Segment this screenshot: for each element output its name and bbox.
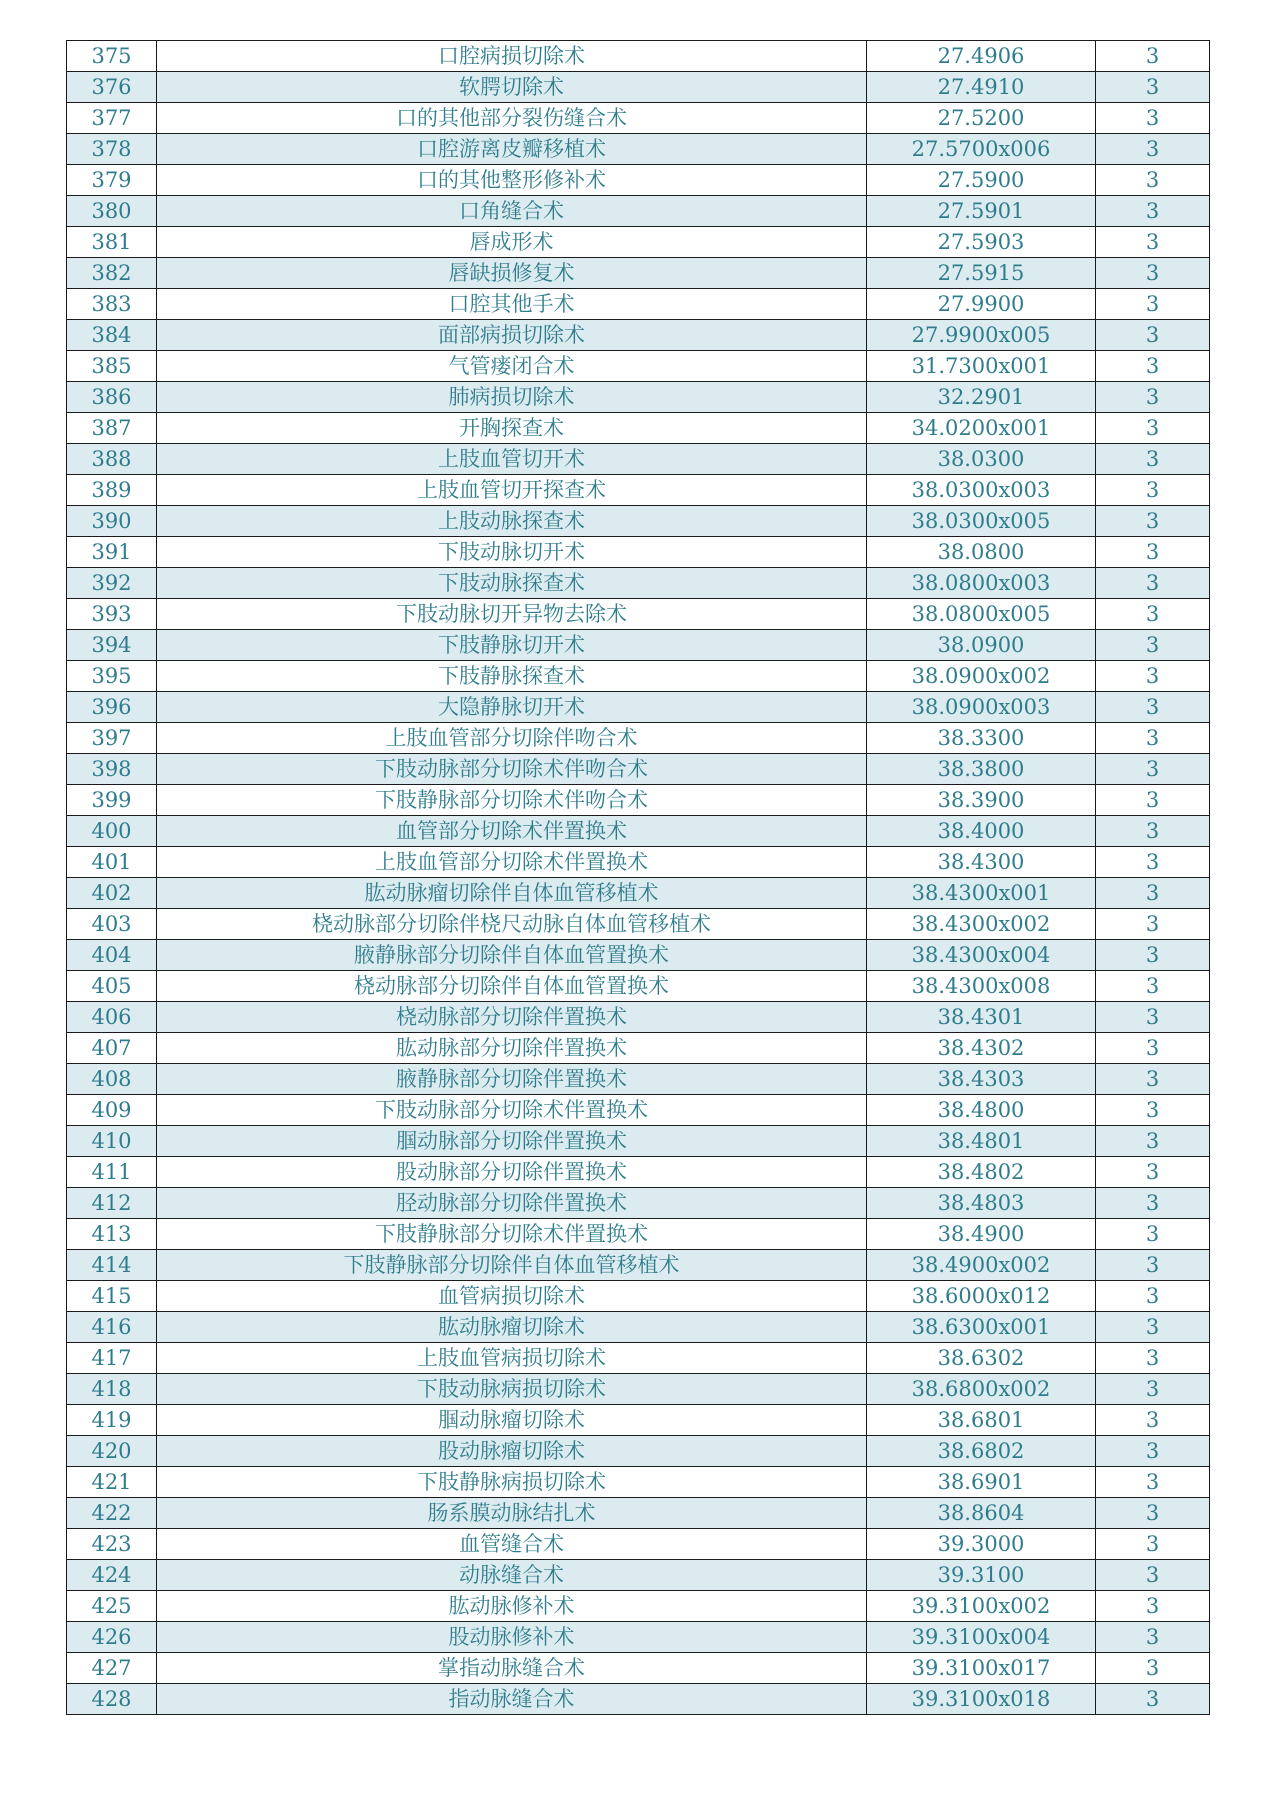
- row-number-cell: 376: [67, 72, 157, 103]
- table-row: [67, 506, 1210, 537]
- surgery-level-cell: 3: [1096, 1250, 1210, 1281]
- procedure-name-cell: 气管瘘闭合术: [157, 351, 867, 382]
- procedure-name-cell: 桡动脉部分切除伴自体血管置换术: [157, 971, 867, 1002]
- surgery-level-cell: 3: [1096, 1312, 1210, 1343]
- surgery-level-cell: 3: [1096, 1591, 1210, 1622]
- table-row: [67, 413, 1210, 444]
- surgery-level-cell: 3: [1096, 1622, 1210, 1653]
- surgery-level-cell: 3: [1096, 754, 1210, 785]
- procedure-code-cell: 38.4300: [867, 847, 1096, 878]
- table-row: [67, 661, 1210, 692]
- procedure-name-cell: 肱动脉瘤切除伴自体血管移植术: [157, 878, 867, 909]
- procedure-code-cell: 38.4301: [867, 1002, 1096, 1033]
- procedure-name-cell: 股动脉修补术: [157, 1622, 867, 1653]
- surgery-level-cell: 3: [1096, 41, 1210, 72]
- procedure-name-cell: 肱动脉修补术: [157, 1591, 867, 1622]
- surgery-level-cell: 3: [1096, 134, 1210, 165]
- surgery-level-cell: 3: [1096, 1343, 1210, 1374]
- procedure-code-cell: 38.6800x002: [867, 1374, 1096, 1405]
- table-row: [67, 289, 1210, 320]
- procedure-code-cell: 39.3100x018: [867, 1684, 1096, 1715]
- procedure-name-cell: 唇成形术: [157, 227, 867, 258]
- procedure-name-cell: 大隐静脉切开术: [157, 692, 867, 723]
- row-number-cell: 421: [67, 1467, 157, 1498]
- table-row: [67, 1002, 1210, 1033]
- table-row: [67, 1467, 1210, 1498]
- surgery-level-cell: 3: [1096, 1498, 1210, 1529]
- table-row: [67, 1622, 1210, 1653]
- procedure-name-cell: 股动脉部分切除伴置换术: [157, 1157, 867, 1188]
- procedure-name-cell: 掌指动脉缝合术: [157, 1653, 867, 1684]
- surgery-level-cell: 3: [1096, 878, 1210, 909]
- procedure-code-cell: 38.4300x004: [867, 940, 1096, 971]
- surgery-level-cell: 3: [1096, 165, 1210, 196]
- row-number-cell: 424: [67, 1560, 157, 1591]
- table-row: [67, 847, 1210, 878]
- procedure-name-cell: 指动脉缝合术: [157, 1684, 867, 1715]
- surgery-level-cell: 3: [1096, 72, 1210, 103]
- row-number-cell: 417: [67, 1343, 157, 1374]
- table-row: [67, 351, 1210, 382]
- table-body: [67, 41, 1210, 1715]
- surgery-level-cell: 3: [1096, 1653, 1210, 1684]
- table-row: [67, 599, 1210, 630]
- procedure-code-cell: 27.4906: [867, 41, 1096, 72]
- surgery-level-cell: 3: [1096, 1095, 1210, 1126]
- table-row: [67, 196, 1210, 227]
- row-number-cell: 393: [67, 599, 157, 630]
- procedure-name-cell: 口的其他整形修补术: [157, 165, 867, 196]
- procedure-code-cell: 27.4910: [867, 72, 1096, 103]
- procedure-code-cell: 34.0200x001: [867, 413, 1096, 444]
- surgery-level-cell: 3: [1096, 103, 1210, 134]
- procedure-code-cell: 38.6300x001: [867, 1312, 1096, 1343]
- procedure-name-cell: 下肢动脉探查术: [157, 568, 867, 599]
- procedure-name-cell: 股动脉瘤切除术: [157, 1436, 867, 1467]
- procedure-code-cell: 38.0300: [867, 444, 1096, 475]
- procedure-code-cell: 38.6901: [867, 1467, 1096, 1498]
- procedure-code-cell: 27.5915: [867, 258, 1096, 289]
- procedure-name-cell: 下肢动脉切开术: [157, 537, 867, 568]
- table-row: [67, 1343, 1210, 1374]
- row-number-cell: 397: [67, 723, 157, 754]
- table-row: [67, 630, 1210, 661]
- procedure-name-cell: 下肢静脉部分切除术伴置换术: [157, 1219, 867, 1250]
- procedure-code-cell: 38.4800: [867, 1095, 1096, 1126]
- row-number-cell: 396: [67, 692, 157, 723]
- surgery-level-cell: 3: [1096, 1467, 1210, 1498]
- row-number-cell: 375: [67, 41, 157, 72]
- procedure-name-cell: 血管缝合术: [157, 1529, 867, 1560]
- surgery-level-cell: 3: [1096, 196, 1210, 227]
- procedure-code-cell: 38.3800: [867, 754, 1096, 785]
- procedure-code-cell: 38.0800: [867, 537, 1096, 568]
- table-row: [67, 382, 1210, 413]
- procedure-name-cell: 上肢血管病损切除术: [157, 1343, 867, 1374]
- surgery-level-cell: 3: [1096, 227, 1210, 258]
- row-number-cell: 380: [67, 196, 157, 227]
- table-row: [67, 1219, 1210, 1250]
- surgery-level-cell: 3: [1096, 382, 1210, 413]
- table-row: [67, 72, 1210, 103]
- surgery-level-cell: 3: [1096, 971, 1210, 1002]
- table-row: [67, 1157, 1210, 1188]
- procedure-name-cell: 开胸探查术: [157, 413, 867, 444]
- row-number-cell: 410: [67, 1126, 157, 1157]
- row-number-cell: 389: [67, 475, 157, 506]
- procedure-code-cell: 38.4300x008: [867, 971, 1096, 1002]
- table-row: [67, 444, 1210, 475]
- table-row: [67, 816, 1210, 847]
- row-number-cell: 423: [67, 1529, 157, 1560]
- surgery-level-cell: 3: [1096, 847, 1210, 878]
- procedure-code-cell: 27.5200: [867, 103, 1096, 134]
- surgery-level-cell: 3: [1096, 661, 1210, 692]
- procedure-name-cell: 腘动脉瘤切除术: [157, 1405, 867, 1436]
- table-row: [67, 165, 1210, 196]
- row-number-cell: 395: [67, 661, 157, 692]
- row-number-cell: 402: [67, 878, 157, 909]
- table-row: [67, 909, 1210, 940]
- procedure-name-cell: 上肢血管切开探查术: [157, 475, 867, 506]
- procedure-name-cell: 面部病损切除术: [157, 320, 867, 351]
- table-row: [67, 785, 1210, 816]
- table-row: [67, 1591, 1210, 1622]
- procedure-code-cell: 38.4000: [867, 816, 1096, 847]
- procedure-code-cell: 38.3300: [867, 723, 1096, 754]
- procedure-name-cell: 下肢动脉切开异物去除术: [157, 599, 867, 630]
- procedure-name-cell: 肱动脉瘤切除术: [157, 1312, 867, 1343]
- row-number-cell: 388: [67, 444, 157, 475]
- row-number-cell: 413: [67, 1219, 157, 1250]
- surgery-level-cell: 3: [1096, 599, 1210, 630]
- surgery-level-cell: 3: [1096, 506, 1210, 537]
- procedure-code-cell: 27.5903: [867, 227, 1096, 258]
- procedure-code-cell: 38.0300x005: [867, 506, 1096, 537]
- procedure-name-cell: 口腔游离皮瓣移植术: [157, 134, 867, 165]
- procedure-code-cell: 38.0300x003: [867, 475, 1096, 506]
- row-number-cell: 403: [67, 909, 157, 940]
- surgery-level-cell: 3: [1096, 1219, 1210, 1250]
- surgery-level-cell: 3: [1096, 1064, 1210, 1095]
- row-number-cell: 406: [67, 1002, 157, 1033]
- table-row: [67, 1312, 1210, 1343]
- row-number-cell: 414: [67, 1250, 157, 1281]
- table-row: [67, 1095, 1210, 1126]
- row-number-cell: 422: [67, 1498, 157, 1529]
- row-number-cell: 394: [67, 630, 157, 661]
- procedure-name-cell: 肱动脉部分切除伴置换术: [157, 1033, 867, 1064]
- row-number-cell: 386: [67, 382, 157, 413]
- table-row: [67, 1188, 1210, 1219]
- procedure-name-cell: 腋静脉部分切除伴置换术: [157, 1064, 867, 1095]
- row-number-cell: 420: [67, 1436, 157, 1467]
- table-row: [67, 1436, 1210, 1467]
- table-row: [67, 940, 1210, 971]
- surgery-level-cell: 3: [1096, 568, 1210, 599]
- table-row: [67, 1064, 1210, 1095]
- procedure-code-cell: 39.3000: [867, 1529, 1096, 1560]
- row-number-cell: 416: [67, 1312, 157, 1343]
- table-row: [67, 258, 1210, 289]
- procedure-name-cell: 下肢静脉部分切除术伴吻合术: [157, 785, 867, 816]
- procedure-code-cell: 38.4300x002: [867, 909, 1096, 940]
- procedure-name-cell: 上肢血管部分切除伴吻合术: [157, 723, 867, 754]
- table-row: [67, 475, 1210, 506]
- procedure-code-cell: 27.5901: [867, 196, 1096, 227]
- procedure-name-cell: 上肢动脉探查术: [157, 506, 867, 537]
- procedure-code-cell: 38.6000x012: [867, 1281, 1096, 1312]
- procedure-name-cell: 下肢动脉部分切除术伴置换术: [157, 1095, 867, 1126]
- procedure-name-cell: 血管病损切除术: [157, 1281, 867, 1312]
- procedure-code-cell: 39.3100x002: [867, 1591, 1096, 1622]
- procedure-name-cell: 下肢静脉部分切除伴自体血管移植术: [157, 1250, 867, 1281]
- row-number-cell: 426: [67, 1622, 157, 1653]
- table-row: [67, 1250, 1210, 1281]
- surgery-level-cell: 3: [1096, 1374, 1210, 1405]
- row-number-cell: 415: [67, 1281, 157, 1312]
- procedure-code-cell: 39.3100x004: [867, 1622, 1096, 1653]
- table-row: [67, 1498, 1210, 1529]
- row-number-cell: 427: [67, 1653, 157, 1684]
- row-number-cell: 383: [67, 289, 157, 320]
- procedure-name-cell: 下肢动脉部分切除术伴吻合术: [157, 754, 867, 785]
- row-number-cell: 404: [67, 940, 157, 971]
- table-row: [67, 754, 1210, 785]
- procedure-code-cell: 38.6801: [867, 1405, 1096, 1436]
- row-number-cell: 425: [67, 1591, 157, 1622]
- table-row: [67, 103, 1210, 134]
- row-number-cell: 401: [67, 847, 157, 878]
- row-number-cell: 378: [67, 134, 157, 165]
- procedure-code-cell: 38.4303: [867, 1064, 1096, 1095]
- procedure-code-cell: 38.4900x002: [867, 1250, 1096, 1281]
- table-row: [67, 1374, 1210, 1405]
- table-row: [67, 1281, 1210, 1312]
- procedure-name-cell: 下肢静脉切开术: [157, 630, 867, 661]
- procedure-code-cell: 38.4802: [867, 1157, 1096, 1188]
- procedure-name-cell: 上肢血管部分切除术伴置换术: [157, 847, 867, 878]
- surgery-level-cell: 3: [1096, 444, 1210, 475]
- procedure-code-cell: 38.6302: [867, 1343, 1096, 1374]
- procedure-code-cell: 38.0900x003: [867, 692, 1096, 723]
- procedure-name-cell: 肺病损切除术: [157, 382, 867, 413]
- procedure-code-cell: 38.0900x002: [867, 661, 1096, 692]
- procedure-code-cell: 38.4801: [867, 1126, 1096, 1157]
- procedure-code-cell: 27.5900: [867, 165, 1096, 196]
- row-number-cell: 419: [67, 1405, 157, 1436]
- surgery-level-cell: 3: [1096, 1405, 1210, 1436]
- procedure-code-cell: 38.4302: [867, 1033, 1096, 1064]
- procedure-name-cell: 口角缝合术: [157, 196, 867, 227]
- procedure-name-cell: 肠系膜动脉结扎术: [157, 1498, 867, 1529]
- row-number-cell: 379: [67, 165, 157, 196]
- procedure-name-cell: 下肢静脉探查术: [157, 661, 867, 692]
- procedure-name-cell: 血管部分切除术伴置换术: [157, 816, 867, 847]
- procedure-name-cell: 上肢血管切开术: [157, 444, 867, 475]
- surgery-level-cell: 3: [1096, 692, 1210, 723]
- procedure-code-cell: 27.9900: [867, 289, 1096, 320]
- row-number-cell: 377: [67, 103, 157, 134]
- table-row: [67, 227, 1210, 258]
- row-number-cell: 398: [67, 754, 157, 785]
- table-row: [67, 320, 1210, 351]
- table-row: [67, 1405, 1210, 1436]
- procedure-code-cell: 38.6802: [867, 1436, 1096, 1467]
- row-number-cell: 392: [67, 568, 157, 599]
- table-row: [67, 1529, 1210, 1560]
- surgery-level-cell: 3: [1096, 785, 1210, 816]
- procedure-name-cell: 下肢动脉病损切除术: [157, 1374, 867, 1405]
- procedure-name-cell: 桡动脉部分切除伴桡尺动脉自体血管移植术: [157, 909, 867, 940]
- surgery-level-cell: 3: [1096, 1002, 1210, 1033]
- surgery-level-cell: 3: [1096, 1157, 1210, 1188]
- procedure-code-cell: 39.3100x017: [867, 1653, 1096, 1684]
- surgery-level-cell: 3: [1096, 1033, 1210, 1064]
- table-row: [67, 723, 1210, 754]
- row-number-cell: 408: [67, 1064, 157, 1095]
- procedure-code-cell: 38.4803: [867, 1188, 1096, 1219]
- row-number-cell: 391: [67, 537, 157, 568]
- procedure-name-cell: 胫动脉部分切除伴置换术: [157, 1188, 867, 1219]
- surgery-level-cell: 3: [1096, 475, 1210, 506]
- row-number-cell: 428: [67, 1684, 157, 1715]
- table-row: [67, 1560, 1210, 1591]
- row-number-cell: 400: [67, 816, 157, 847]
- row-number-cell: 412: [67, 1188, 157, 1219]
- surgery-level-cell: 3: [1096, 1560, 1210, 1591]
- procedure-code-cell: 38.4900: [867, 1219, 1096, 1250]
- surgery-level-cell: 3: [1096, 816, 1210, 847]
- row-number-cell: 411: [67, 1157, 157, 1188]
- row-number-cell: 399: [67, 785, 157, 816]
- procedure-name-cell: 动脉缝合术: [157, 1560, 867, 1591]
- surgery-level-cell: 3: [1096, 1529, 1210, 1560]
- surgery-level-cell: 3: [1096, 1188, 1210, 1219]
- surgery-level-cell: 3: [1096, 1436, 1210, 1467]
- table-row: [67, 971, 1210, 1002]
- procedure-table: [66, 40, 1210, 1715]
- table-row: [67, 1653, 1210, 1684]
- table-row: [67, 537, 1210, 568]
- surgery-level-cell: 3: [1096, 289, 1210, 320]
- row-number-cell: 407: [67, 1033, 157, 1064]
- table-row: [67, 1684, 1210, 1715]
- procedure-code-cell: 38.0900: [867, 630, 1096, 661]
- surgery-level-cell: 3: [1096, 413, 1210, 444]
- table-row: [67, 878, 1210, 909]
- row-number-cell: 382: [67, 258, 157, 289]
- surgery-level-cell: 3: [1096, 351, 1210, 382]
- row-number-cell: 381: [67, 227, 157, 258]
- surgery-level-cell: 3: [1096, 630, 1210, 661]
- table-row: [67, 134, 1210, 165]
- surgery-level-cell: 3: [1096, 537, 1210, 568]
- procedure-code-cell: 38.4300x001: [867, 878, 1096, 909]
- procedure-code-cell: 38.0800x005: [867, 599, 1096, 630]
- table-row: [67, 568, 1210, 599]
- surgery-level-cell: 3: [1096, 1684, 1210, 1715]
- procedure-code-cell: 38.3900: [867, 785, 1096, 816]
- procedure-name-cell: 口的其他部分裂伤缝合术: [157, 103, 867, 134]
- procedure-name-cell: 口腔其他手术: [157, 289, 867, 320]
- surgery-level-cell: 3: [1096, 723, 1210, 754]
- row-number-cell: 387: [67, 413, 157, 444]
- procedure-code-cell: 39.3100: [867, 1560, 1096, 1591]
- row-number-cell: 405: [67, 971, 157, 1002]
- procedure-code-cell: 38.0800x003: [867, 568, 1096, 599]
- procedure-name-cell: 软腭切除术: [157, 72, 867, 103]
- surgery-level-cell: 3: [1096, 1126, 1210, 1157]
- surgery-level-cell: 3: [1096, 940, 1210, 971]
- procedure-code-cell: 27.9900x005: [867, 320, 1096, 351]
- procedure-code-cell: 27.5700x006: [867, 134, 1096, 165]
- table-row: [67, 41, 1210, 72]
- surgery-level-cell: 3: [1096, 320, 1210, 351]
- procedure-name-cell: 口腔病损切除术: [157, 41, 867, 72]
- table-row: [67, 1033, 1210, 1064]
- row-number-cell: 384: [67, 320, 157, 351]
- surgery-level-cell: 3: [1096, 909, 1210, 940]
- table-row: [67, 692, 1210, 723]
- procedure-code-cell: 38.8604: [867, 1498, 1096, 1529]
- procedure-name-cell: 下肢静脉病损切除术: [157, 1467, 867, 1498]
- procedure-code-cell: 31.7300x001: [867, 351, 1096, 382]
- row-number-cell: 409: [67, 1095, 157, 1126]
- procedure-name-cell: 唇缺损修复术: [157, 258, 867, 289]
- row-number-cell: 385: [67, 351, 157, 382]
- procedure-name-cell: 腘动脉部分切除伴置换术: [157, 1126, 867, 1157]
- surgery-level-cell: 3: [1096, 258, 1210, 289]
- row-number-cell: 418: [67, 1374, 157, 1405]
- procedure-code-cell: 32.2901: [867, 382, 1096, 413]
- procedure-name-cell: 腋静脉部分切除伴自体血管置换术: [157, 940, 867, 971]
- procedure-name-cell: 桡动脉部分切除伴置换术: [157, 1002, 867, 1033]
- surgery-level-cell: 3: [1096, 1281, 1210, 1312]
- row-number-cell: 390: [67, 506, 157, 537]
- table-row: [67, 1126, 1210, 1157]
